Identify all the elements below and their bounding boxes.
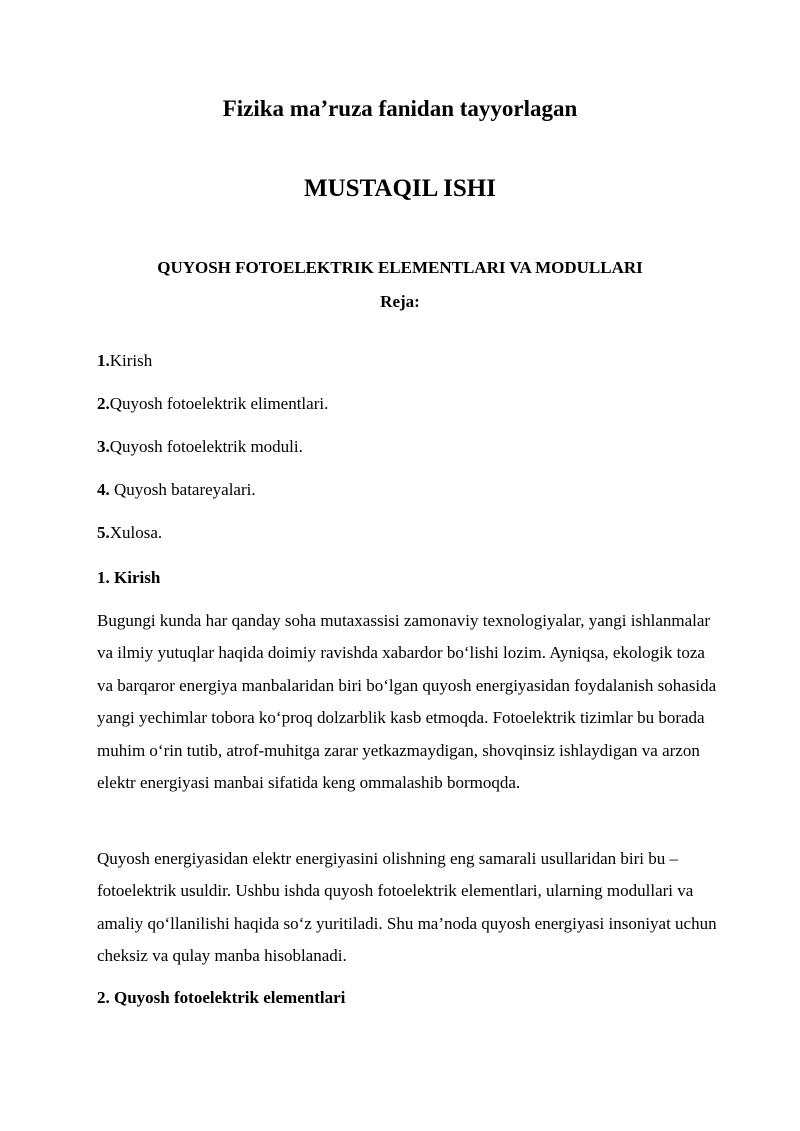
plan-item-text: Quyosh fotoelektrik elimentlari. [109, 394, 329, 413]
document-title: MUSTAQIL ISHI [304, 175, 496, 202]
plan-item-number: 3. [97, 437, 110, 456]
plan-item-number: 4. [97, 480, 110, 499]
plan-item-text: Kirish [109, 351, 153, 370]
plan-item-number: 1. [97, 351, 110, 370]
plan-label: Reja: [380, 292, 420, 311]
plan-list [97, 349, 328, 564]
document-topic: QUYOSH FOTOELEKTRIK ELEMENTLARI VA MODULLARI [157, 258, 643, 277]
section-heading-elements: 2. Quyosh fotoelektrik elementlari [97, 988, 346, 1007]
plan-item [97, 392, 328, 435]
plan-item [97, 349, 328, 392]
plan-item [97, 435, 328, 478]
plan-item-number: 2. [97, 394, 110, 413]
body-paragraph: Quyosh energiyasidan elektr energiyasini olishning eng samarali usullaridan biri bu – fotoelektrik usuldir. Ushbu ishda quyosh fotoelektrik elementlari, ularning modullari va amaliy qo‘llanilishi haqida so‘z yuritiladi. Shu ma’noda quyosh energiyasi insoniyat uchun cheksiz va qulay manba hisoblanadi. [97, 849, 717, 966]
document-subtitle: Fizika ma’ruza fanidan tayyorlagan [222, 96, 578, 121]
plan-item-number: 5. [97, 523, 110, 542]
plan-item [97, 478, 328, 521]
plan-item-text: Xulosa. [109, 523, 163, 542]
plan-item-text: Quyosh fotoelektrik moduli. [109, 437, 303, 456]
plan-item [97, 521, 328, 564]
body-paragraph: Bugungi kunda har qanday soha mutaxassisi zamonaviy texnologiyalar, yangi ishlanmalar va ilmiy yutuqlar haqida doimiy ravishda xabardor bo‘lishi lozim. Ayniqsa, ekologik toza va barqaror energiya manbalaridan biri bo‘lgan quyosh energiyasidan foydalanish sohasida yangi yechimlar tobora ko‘proq dolzarblik kasb etmoqda. Fotoelektrik tizimlar bu borada muhim o‘rin tutib, atrof-muhitga zarar yetkazmaydigan, shovqinsiz ishlaydigan va arzon elektr energiyasi manbai sifatida keng ommalashib bormoqda. [97, 611, 717, 793]
section-heading-kirish: 1. Kirish [97, 568, 161, 587]
plan-item-text: Quyosh batareyalari. [109, 480, 256, 499]
